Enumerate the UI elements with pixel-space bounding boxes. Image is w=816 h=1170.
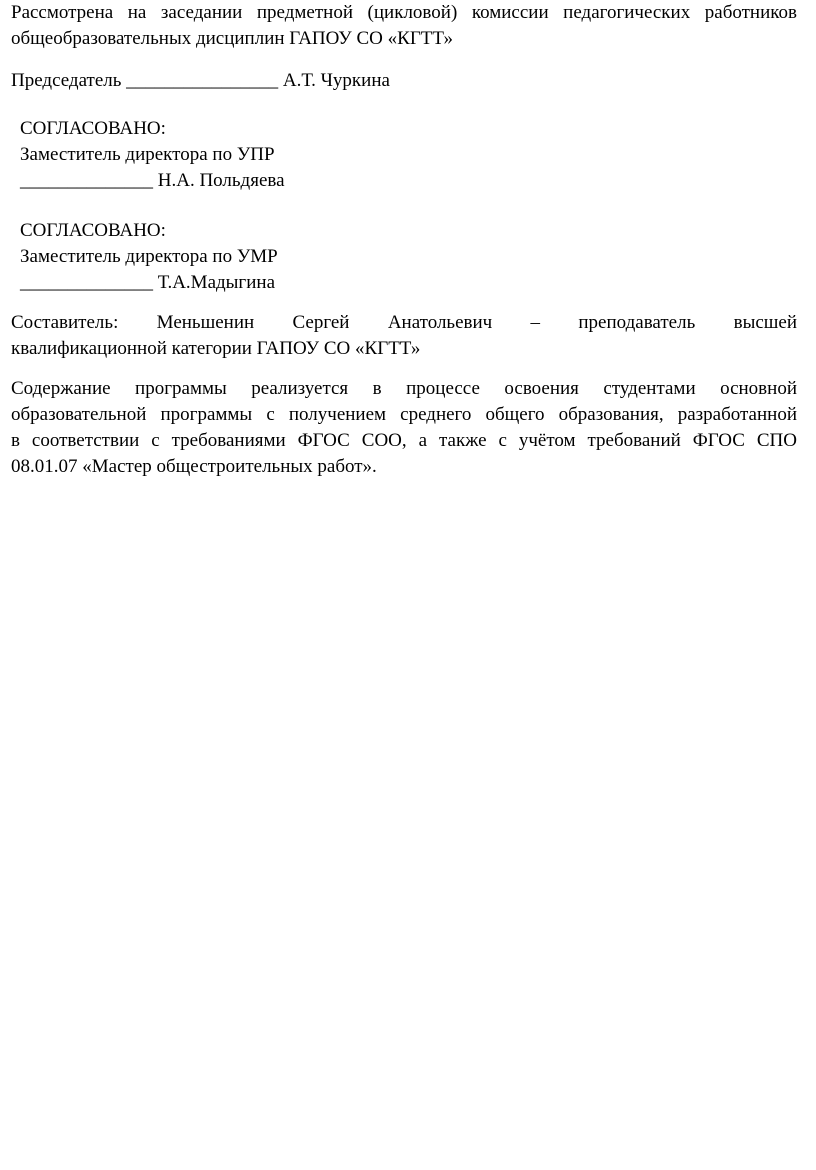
approval-upr-block (20, 116, 620, 194)
approval-upr-role: Заместитель директора по УПР (20, 144, 275, 165)
content-line-2: образовательной программы с получением среднего общего образования, разработанной (11, 404, 797, 425)
commission-line-1: Рассмотрена на заседании предметной (цикловой) комиссии педагогических работников (11, 2, 797, 23)
content-line-1: Содержание программы реализуется в процессе освоения студентами основной (11, 378, 797, 399)
chairman-line (11, 68, 797, 94)
content-line-3: в соответствии с требованиями ФГОС СОО, а также с учётом требований ФГОС СПО (11, 430, 797, 451)
approval-umr-role: Заместитель директора по УМР (20, 246, 278, 267)
content-line-4: 08.01.07 «Мастер общестроительных работ». (11, 456, 377, 477)
approval-upr-title: СОГЛАСОВАНО: (20, 118, 166, 139)
commission-line-2: общеобразовательных дисциплин ГАПОУ СО «КГТТ» (11, 28, 454, 49)
chairman-signature: Председатель ________________ А.Т. Чуркина (11, 70, 390, 91)
approval-umr-title: СОГЛАСОВАНО: (20, 220, 166, 241)
approval-umr-block (20, 218, 620, 296)
author-paragraph (11, 310, 797, 362)
approval-upr-signature: ______________ Н.А. Польдяева (20, 170, 285, 191)
author-line-1: Составитель: Меньшенин Сергей Анатольевич – преподаватель высшей (11, 312, 797, 333)
content-paragraph (11, 376, 797, 480)
approval-umr-signature: ______________ Т.А.Мадыгина (20, 272, 275, 293)
commission-paragraph (11, 0, 797, 52)
author-line-2: квалификационной категории ГАПОУ СО «КГТТ» (11, 338, 421, 359)
